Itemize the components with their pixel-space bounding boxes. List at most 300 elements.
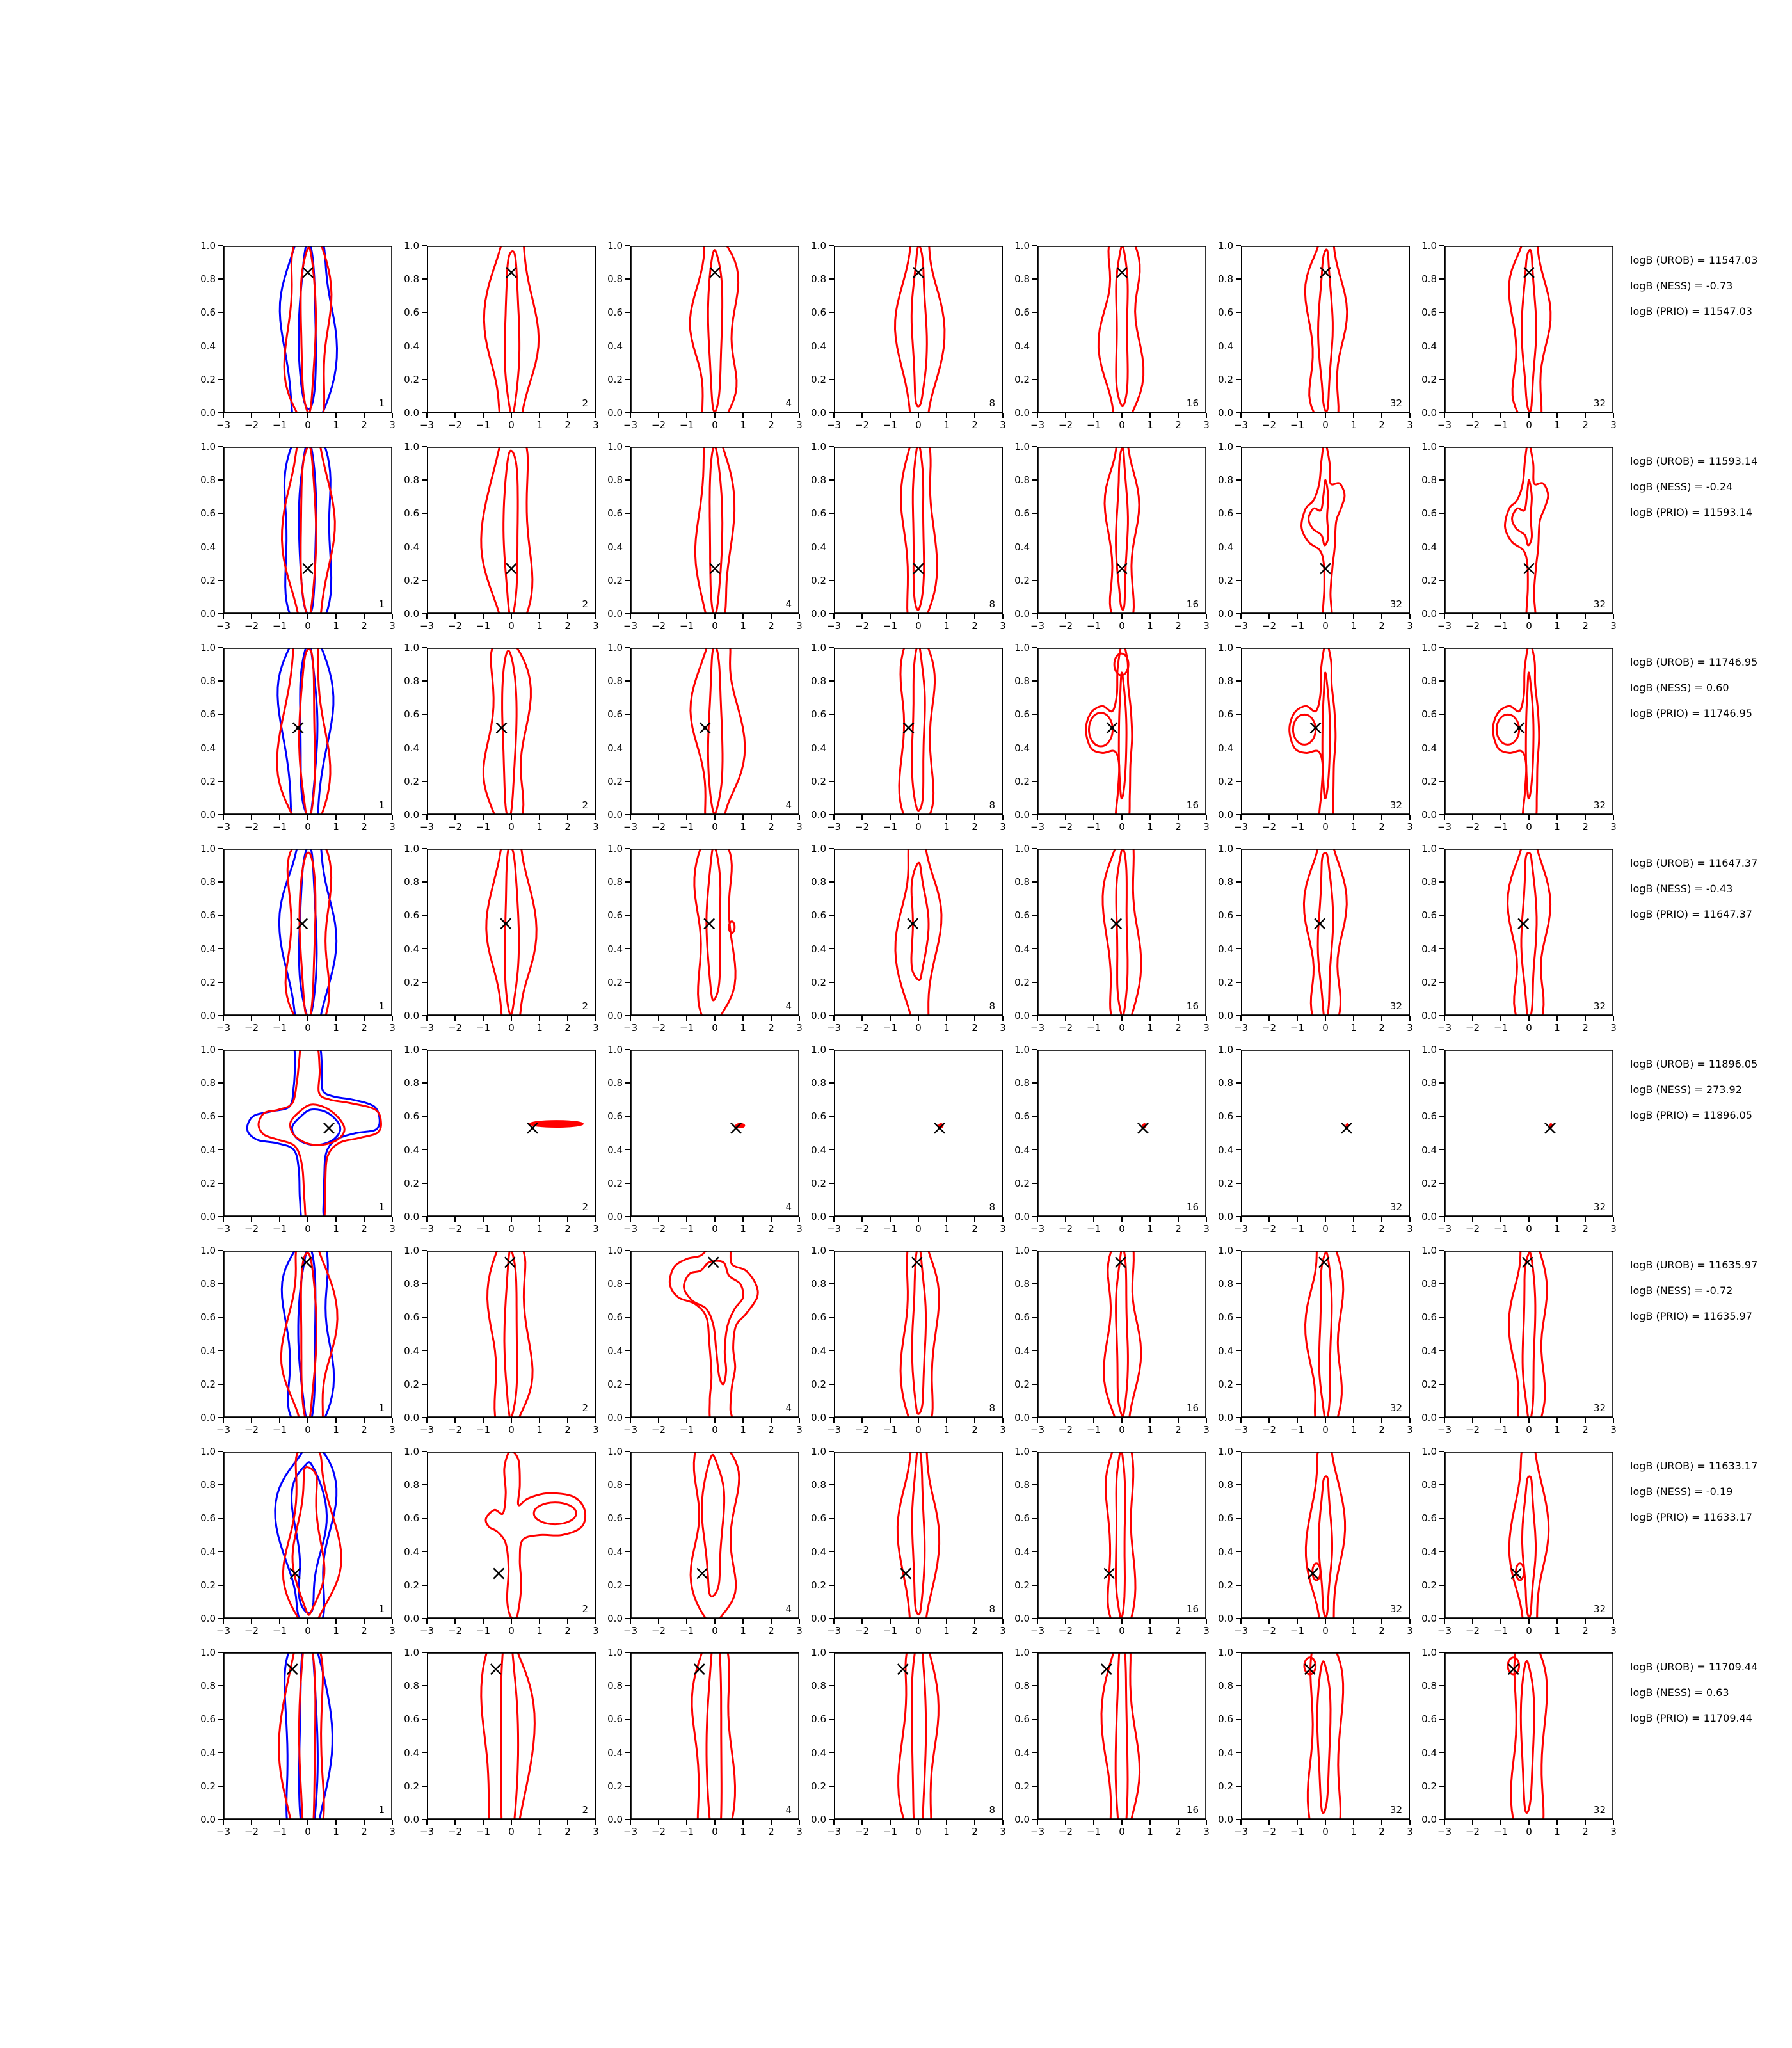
x-tick-mark	[890, 1016, 891, 1021]
x-tick-mark	[1037, 1418, 1038, 1423]
y-tick-label: 0.8	[1014, 675, 1030, 687]
x-tick-mark	[630, 1217, 631, 1222]
true-value-x-marker	[497, 723, 507, 733]
x-tick-label: −2	[1465, 419, 1480, 431]
y-tick-label: 0.4	[607, 943, 623, 955]
x-tick-label: 3	[1610, 419, 1617, 431]
x-tick-label: −1	[1493, 419, 1508, 431]
y-tick-mark	[625, 1685, 630, 1686]
x-tick-label: −3	[216, 1826, 231, 1837]
x-tick-label: 1	[1554, 821, 1560, 833]
axes-spines	[631, 1653, 799, 1819]
logb-annotation-ness: logB (NESS) = 273.92	[1630, 1084, 1742, 1096]
x-tick-mark	[861, 413, 863, 418]
y-tick-label: 0.4	[200, 742, 216, 754]
x-tick-mark	[918, 1418, 919, 1423]
logb-annotation-prio: logB (PRIO) = 11709.44	[1630, 1712, 1752, 1724]
x-tick-label: −1	[1086, 1625, 1101, 1636]
x-tick-mark	[223, 1217, 224, 1222]
y-tick-mark	[1236, 748, 1241, 749]
x-tick-label: −1	[883, 1424, 898, 1436]
y-tick-label: 0.8	[811, 1077, 826, 1089]
y-tick-mark	[1439, 547, 1444, 548]
x-tick-label: 2	[1175, 1424, 1181, 1436]
y-tick-label: 0.2	[1014, 976, 1030, 988]
x-tick-label: 1	[1350, 1424, 1357, 1436]
contour-plot-canvas	[630, 1251, 799, 1418]
x-tick-mark	[251, 1418, 252, 1423]
x-tick-label: −3	[1233, 821, 1249, 833]
y-tick-mark	[218, 915, 223, 916]
x-tick-mark	[1472, 614, 1473, 619]
true-value-x-marker	[1315, 918, 1325, 929]
x-tick-mark	[890, 413, 891, 418]
y-tick-mark	[218, 1786, 223, 1787]
y-tick-mark	[625, 1216, 630, 1217]
contour-plot-canvas	[223, 1652, 392, 1820]
y-tick-mark	[422, 1049, 427, 1050]
y-tick-mark	[422, 1618, 427, 1619]
x-tick-label: 2	[1175, 1022, 1181, 1034]
contour-red	[501, 1652, 518, 1820]
contour-plot-canvas	[1444, 648, 1613, 815]
x-tick-mark	[1037, 1016, 1038, 1021]
contour-loop-red	[729, 922, 735, 933]
x-tick-mark	[1149, 1820, 1151, 1825]
y-tick-label: 0.0	[200, 407, 216, 419]
x-tick-label: −3	[1437, 1223, 1452, 1235]
x-tick-mark	[483, 1619, 484, 1624]
contour-plot-canvas	[630, 849, 799, 1016]
y-tick-label: 0.2	[1014, 1177, 1030, 1189]
x-tick-mark	[1325, 1016, 1326, 1021]
y-tick-label: 0.4	[404, 1747, 419, 1759]
x-tick-label: 2	[768, 1022, 774, 1034]
x-tick-label: −2	[1465, 821, 1480, 833]
contour-red	[1101, 1652, 1140, 1820]
contour-red	[1521, 853, 1537, 1016]
x-tick-label: 2	[361, 1022, 367, 1034]
axes-spines	[835, 1050, 1002, 1216]
y-tick-label: 1.0	[607, 441, 623, 452]
x-tick-label: −3	[623, 419, 638, 431]
x-tick-mark	[1325, 1820, 1326, 1825]
y-tick-label: 0.6	[1014, 708, 1030, 721]
y-tick-label: 1.0	[200, 240, 216, 252]
x-tick-mark	[946, 815, 947, 820]
x-tick-label: 0	[305, 1625, 311, 1636]
axes-spines	[631, 648, 799, 814]
x-tick-label: 3	[1407, 1424, 1413, 1436]
y-tick-mark	[1236, 613, 1241, 614]
x-tick-label: 3	[1000, 821, 1006, 833]
particle-count-label: 4	[785, 397, 792, 409]
x-tick-mark	[454, 815, 456, 820]
x-tick-label: 0	[508, 821, 515, 833]
axes-spines	[1038, 246, 1206, 412]
x-tick-mark	[1585, 614, 1586, 619]
x-tick-label: 1	[1350, 620, 1357, 632]
x-tick-label: 1	[943, 1022, 950, 1034]
contour-plot-canvas	[1241, 1652, 1410, 1820]
y-tick-label: 1.0	[1421, 1647, 1437, 1658]
y-tick-label: 0.0	[404, 1814, 419, 1825]
y-tick-label: 0.6	[200, 708, 216, 721]
x-tick-label: −1	[1086, 419, 1101, 431]
x-tick-mark	[1065, 614, 1066, 619]
x-tick-label: 1	[943, 1424, 950, 1436]
x-tick-mark	[335, 815, 337, 820]
particle-count-label: 2	[582, 1603, 588, 1615]
contour-red	[912, 1251, 926, 1414]
y-tick-label: 1.0	[1421, 441, 1437, 452]
particle-count-label: 8	[989, 598, 995, 610]
x-tick-mark	[1472, 1619, 1473, 1624]
x-tick-label: 3	[389, 1223, 396, 1235]
y-tick-label: 0.6	[1218, 1512, 1233, 1524]
contour-blue	[275, 1452, 337, 1619]
x-tick-label: −1	[272, 1826, 287, 1837]
y-tick-label: 0.4	[607, 1345, 623, 1357]
x-tick-label: 1	[740, 419, 746, 431]
contour-red	[486, 1452, 586, 1619]
y-tick-label: 0.0	[1218, 1814, 1233, 1825]
y-tick-mark	[1032, 1652, 1037, 1653]
y-tick-label: 1.0	[404, 441, 419, 452]
y-tick-label: 0.0	[607, 407, 623, 419]
x-tick-mark	[364, 1820, 365, 1825]
y-tick-label: 0.2	[1218, 1579, 1233, 1591]
x-tick-mark	[630, 1016, 631, 1021]
y-tick-label: 0.0	[1421, 1010, 1437, 1021]
x-tick-label: 0	[712, 419, 718, 431]
y-tick-mark	[422, 278, 427, 280]
x-tick-mark	[742, 815, 744, 820]
x-tick-mark	[1178, 614, 1179, 619]
axes-spines	[428, 1050, 595, 1216]
y-tick-mark	[1236, 1484, 1241, 1485]
y-tick-label: 1.0	[404, 1647, 419, 1658]
x-tick-label: 2	[1582, 1424, 1588, 1436]
contour-red	[484, 246, 538, 413]
x-tick-mark	[1325, 614, 1326, 619]
y-tick-mark	[1439, 680, 1444, 682]
logb-annotation-prio: logB (PRIO) = 11896.05	[1630, 1109, 1752, 1121]
x-tick-label: 2	[1582, 1625, 1588, 1636]
logb-annotation-prio: logB (PRIO) = 11635.97	[1630, 1310, 1752, 1322]
x-tick-label: 3	[1610, 1022, 1617, 1034]
x-tick-mark	[1121, 1619, 1123, 1624]
x-tick-label: −3	[1030, 1424, 1045, 1436]
contour-plot-canvas	[1037, 1652, 1206, 1820]
x-tick-label: 3	[796, 620, 803, 632]
y-tick-mark	[1236, 1819, 1241, 1820]
x-tick-mark	[426, 1619, 428, 1624]
x-tick-label: 1	[1554, 1022, 1560, 1034]
particle-count-label: 32	[1593, 799, 1606, 811]
x-tick-mark	[223, 815, 224, 820]
contour-red	[707, 1652, 721, 1820]
y-tick-label: 0.2	[200, 574, 216, 586]
y-tick-mark	[218, 379, 223, 380]
contour-loop-red	[1496, 714, 1519, 744]
x-tick-mark	[454, 1016, 456, 1021]
y-tick-mark	[1439, 1719, 1444, 1720]
axes-spines	[428, 648, 595, 814]
x-tick-mark	[1500, 1217, 1501, 1222]
axes-spines	[224, 447, 392, 613]
y-tick-mark	[625, 1116, 630, 1117]
y-tick-mark	[829, 1049, 834, 1050]
x-tick-mark	[771, 1820, 772, 1825]
x-tick-label: 0	[1119, 1625, 1125, 1636]
y-tick-label: 0.6	[200, 1512, 216, 1524]
y-tick-mark	[1032, 1049, 1037, 1050]
x-tick-label: −1	[679, 419, 694, 431]
x-tick-label: −1	[476, 419, 491, 431]
particle-count-label: 1	[378, 1603, 385, 1615]
y-tick-label: 0.8	[811, 1680, 826, 1692]
y-tick-label: 0.2	[404, 1780, 419, 1792]
y-tick-mark	[829, 278, 834, 280]
x-tick-label: 3	[1000, 620, 1006, 632]
contour-red	[505, 849, 519, 1014]
y-tick-label: 0.4	[1218, 1144, 1233, 1156]
y-tick-mark	[1236, 848, 1241, 849]
x-tick-mark	[335, 413, 337, 418]
x-tick-mark	[223, 1418, 224, 1423]
y-tick-mark	[1032, 1585, 1037, 1586]
contour-plot-canvas	[1241, 1452, 1410, 1619]
x-tick-mark	[861, 1016, 863, 1021]
y-tick-label: 0.8	[811, 1479, 826, 1491]
y-tick-mark	[218, 1350, 223, 1352]
y-tick-label: 0.0	[1014, 1412, 1030, 1423]
x-tick-mark	[511, 1217, 512, 1222]
y-tick-mark	[1236, 948, 1241, 950]
y-tick-mark	[625, 1183, 630, 1184]
y-tick-mark	[1439, 245, 1444, 246]
x-tick-mark	[251, 1217, 252, 1222]
y-tick-label: 0.2	[1218, 1780, 1233, 1792]
x-tick-mark	[307, 1418, 308, 1423]
x-tick-mark	[630, 1418, 631, 1423]
x-tick-mark	[223, 1619, 224, 1624]
x-tick-mark	[1093, 1418, 1094, 1423]
particle-count-label: 1	[378, 1804, 385, 1816]
particle-count-label: 1	[378, 1201, 385, 1213]
y-tick-mark	[1032, 948, 1037, 950]
y-tick-label: 0.2	[1014, 775, 1030, 787]
y-tick-mark	[1439, 1551, 1444, 1553]
x-tick-mark	[861, 614, 863, 619]
y-tick-label: 0.8	[404, 675, 419, 687]
y-tick-mark	[829, 814, 834, 815]
y-tick-label: 1.0	[811, 441, 826, 452]
axes-spines	[1242, 849, 1409, 1015]
x-tick-mark	[1585, 815, 1586, 820]
y-tick-label: 0.6	[200, 307, 216, 319]
x-tick-label: −2	[1261, 620, 1277, 632]
x-tick-mark	[1297, 1820, 1298, 1825]
x-tick-label: −2	[854, 419, 870, 431]
contour-plot-canvas	[427, 1652, 596, 1820]
true-value-x-marker	[900, 1569, 911, 1579]
contour-red	[1116, 448, 1128, 610]
x-tick-label: 0	[305, 1223, 311, 1235]
y-tick-mark	[422, 245, 427, 246]
y-tick-label: 0.8	[1218, 1479, 1233, 1491]
y-tick-label: 0.2	[811, 775, 826, 787]
y-tick-label: 0.0	[811, 1010, 826, 1021]
y-tick-mark	[1236, 245, 1241, 246]
y-tick-label: 0.6	[607, 1512, 623, 1524]
x-tick-label: 0	[712, 821, 718, 833]
x-tick-mark	[1121, 614, 1123, 619]
y-tick-mark	[1032, 1451, 1037, 1452]
x-tick-mark	[918, 1016, 919, 1021]
particle-count-label: 8	[989, 1201, 995, 1213]
y-tick-mark	[422, 547, 427, 548]
x-tick-label: −2	[1261, 419, 1277, 431]
x-tick-label: 1	[1147, 1223, 1153, 1235]
y-tick-label: 0.2	[811, 976, 826, 988]
x-tick-mark	[567, 413, 568, 418]
x-tick-mark	[1500, 815, 1501, 820]
x-tick-mark	[630, 614, 631, 619]
x-tick-label: 0	[1119, 1022, 1125, 1034]
x-tick-label: 2	[768, 1223, 774, 1235]
y-tick-mark	[1236, 547, 1241, 548]
contour-red	[912, 1452, 925, 1615]
contour-plot-canvas	[834, 447, 1003, 614]
y-tick-mark	[1236, 680, 1241, 682]
x-tick-label: −2	[1058, 1826, 1073, 1837]
y-tick-label: 0.4	[1218, 742, 1233, 754]
x-tick-label: 2	[768, 1826, 774, 1837]
x-tick-mark	[454, 614, 456, 619]
x-tick-label: −2	[651, 1022, 666, 1034]
x-tick-mark	[335, 1016, 337, 1021]
y-tick-mark	[1032, 547, 1037, 548]
y-tick-mark	[1032, 1082, 1037, 1084]
x-tick-mark	[539, 1217, 540, 1222]
x-tick-mark	[567, 1820, 568, 1825]
x-tick-label: −3	[216, 1625, 231, 1636]
x-tick-label: 2	[1582, 1826, 1588, 1837]
y-tick-label: 0.4	[1014, 1747, 1030, 1759]
x-tick-mark	[1297, 413, 1298, 418]
y-tick-mark	[1439, 647, 1444, 648]
y-tick-mark	[1032, 1417, 1037, 1418]
contour-red	[1302, 447, 1345, 614]
contour-plot-canvas	[427, 1452, 596, 1619]
true-value-x-marker	[303, 564, 313, 574]
y-tick-label: 0.8	[200, 1077, 216, 1089]
x-tick-label: 1	[536, 419, 543, 431]
y-tick-mark	[625, 1049, 630, 1050]
x-tick-label: −2	[447, 1424, 463, 1436]
x-tick-mark	[1065, 413, 1066, 418]
y-tick-mark	[218, 1685, 223, 1686]
y-tick-mark	[422, 1786, 427, 1787]
y-tick-mark	[1439, 1317, 1444, 1318]
axes-spines	[1445, 1251, 1613, 1417]
x-tick-label: −1	[476, 1625, 491, 1636]
x-tick-label: −2	[651, 1826, 666, 1837]
y-tick-label: 0.2	[404, 775, 419, 787]
axes-spines	[1445, 246, 1613, 412]
x-tick-label: 3	[1000, 419, 1006, 431]
particle-count-label: 1	[378, 1000, 385, 1012]
y-tick-mark	[625, 1250, 630, 1251]
contour-plot-canvas	[223, 246, 392, 413]
y-tick-label: 1.0	[1014, 1647, 1030, 1658]
y-tick-label: 0.4	[811, 1345, 826, 1357]
y-tick-mark	[218, 412, 223, 413]
y-tick-mark	[829, 1350, 834, 1352]
x-tick-label: 1	[536, 620, 543, 632]
particle-count-label: 1	[378, 598, 385, 610]
y-tick-label: 0.2	[1014, 574, 1030, 586]
y-tick-mark	[1439, 346, 1444, 347]
contour-plot-canvas	[1241, 246, 1410, 413]
axes-spines	[428, 1251, 595, 1417]
y-tick-mark	[625, 1551, 630, 1553]
x-tick-mark	[223, 614, 224, 619]
x-tick-mark	[918, 1820, 919, 1825]
x-tick-mark	[307, 1820, 308, 1825]
x-tick-label: 1	[943, 419, 950, 431]
y-tick-mark	[422, 1082, 427, 1084]
x-tick-mark	[511, 1820, 512, 1825]
x-tick-label: −3	[419, 1826, 435, 1837]
x-tick-label: 2	[564, 821, 571, 833]
y-tick-label: 0.2	[1014, 373, 1030, 385]
particle-count-label: 16	[1186, 598, 1199, 610]
x-tick-mark	[539, 614, 540, 619]
x-tick-mark	[1093, 1016, 1094, 1021]
x-tick-mark	[742, 1619, 744, 1624]
contour-red	[1318, 853, 1333, 1016]
y-tick-label: 0.2	[811, 1177, 826, 1189]
y-tick-label: 0.6	[811, 1110, 826, 1123]
y-tick-mark	[1236, 781, 1241, 782]
y-tick-mark	[625, 1451, 630, 1452]
x-tick-label: −2	[1058, 1424, 1073, 1436]
x-tick-mark	[1037, 614, 1038, 619]
x-tick-mark	[511, 1016, 512, 1021]
x-tick-mark	[1528, 815, 1530, 820]
axes-spines	[1038, 447, 1206, 613]
y-tick-label: 1.0	[404, 1044, 419, 1055]
y-tick-label: 1.0	[1014, 1446, 1030, 1457]
y-tick-label: 0.6	[811, 508, 826, 520]
x-tick-mark	[890, 815, 891, 820]
x-tick-mark	[833, 1016, 835, 1021]
x-tick-mark	[1121, 1217, 1123, 1222]
y-tick-mark	[218, 1015, 223, 1016]
contour-plot-canvas	[1037, 1251, 1206, 1418]
x-tick-mark	[1325, 1418, 1326, 1423]
y-tick-label: 0.4	[404, 1546, 419, 1558]
y-tick-mark	[829, 680, 834, 682]
y-tick-label: 0.0	[1218, 608, 1233, 620]
y-tick-mark	[1032, 613, 1037, 614]
y-tick-label: 0.8	[1421, 675, 1437, 687]
contour-plot-canvas	[1037, 246, 1206, 413]
x-tick-mark	[833, 413, 835, 418]
